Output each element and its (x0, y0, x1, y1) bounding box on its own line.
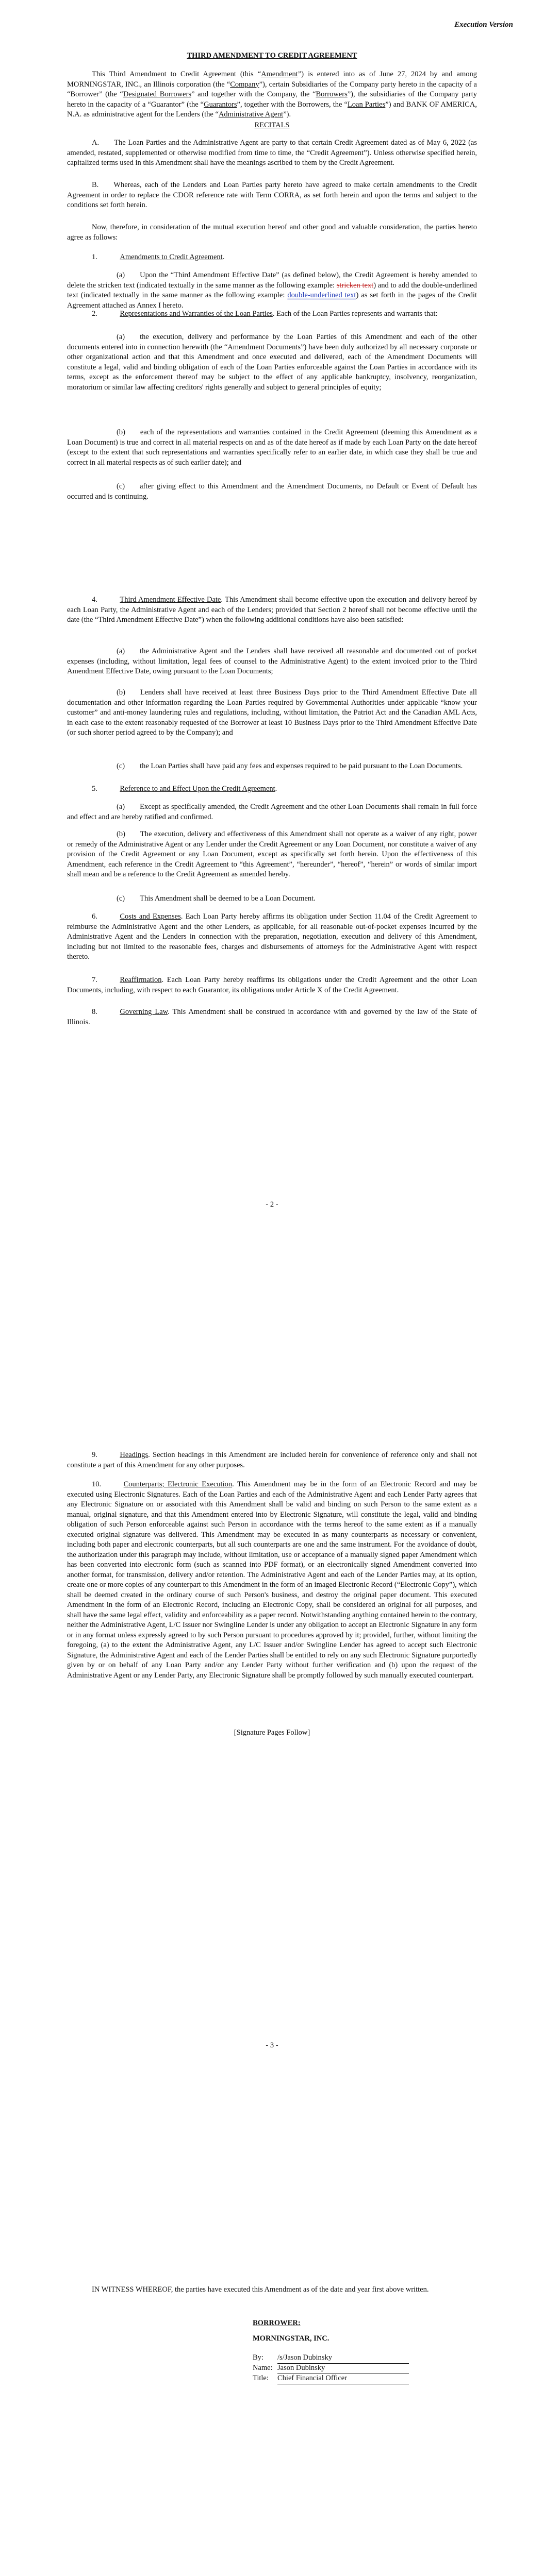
section-4-a: (a) the Administrative Agent and the Lenders shall have received all reasonable and documented out of pocket expenses (including, without limitation, legal fees of counsel to the Administrative Agent) to the extent invoiced prior to the Third Amendment Effective Date, owing pursuant to the Loan Documents; (67, 647, 477, 675)
section-5-a: (a) Except as specifically amended, the Credit Agreement and the other Loan Documents shall remain in full force and effect and are hereby ratified and confirmed. (67, 803, 477, 821)
recitals-heading: RECITALS (254, 121, 290, 129)
company-name: MORNINGSTAR, INC. (253, 2334, 329, 2343)
section-1-heading: 1. Amendments to Credit Agreement. (92, 253, 225, 261)
section-8: 8. Governing Law. This Amendment shall be construed in accordance with and governed by the law of the State of Illinois. (67, 1008, 477, 1026)
signature-title-value: Chief Financial Officer (277, 2374, 409, 2384)
section-4-c: (c) the Loan Parties shall have paid any fees and expenses required to be paid pursuant to the Loan Documents. (117, 762, 463, 770)
section-2-a: (a) the execution, delivery and performance by the Loan Parties of this Amendment and each of the other documents entered into in connection herewith (the “Amendment Documents”) have been duly authorized by all necessary corporate or other organizational action and that this Amendment and once executed and delivered, each of the Amendment Documents will constitute a legal, valid and binding obligation of each of the Loan Parties enforceable against the Loan Parties in accordance with its terms, except as the enforcement thereof may be subject to the effect of any applicable bankruptcy, insolvency, reorganization, moratorium or similar law affecting creditors' rights generally and subject to general principles of equity; (67, 333, 477, 392)
signature-by-value: /s/Jason Dubinsky (277, 2353, 409, 2364)
recital-b: B. Whereas, each of the Lenders and Loan Parties party hereto have agreed to make certain amendments to the Credit Agreement in order to replace the CDOR reference rate with Term CORRA, as set forth herein and upon the terms and subject to the conditions set forth herein. (67, 181, 477, 209)
section-4-b: (b) Lenders shall have received at least three Business Days prior to the Third Amendment Effective Date all documentation and other information regarding the Loan Parties required by Governmental Authorities under applicable “know your customer” and anti-money laundering rules and regulations, including, without limitation, the Patriot Act and the Canadian AML Acts, in each case to the extent reasonably requested of the Borrower at least 10 Business Days prior to the Third Amendment Effective Date (or such shorter period agreed to by the Company); and (67, 688, 477, 737)
section-10: 10. Counterparts; Electronic Execution. This Amendment may be in the form of an Electronic Record and may be executed using Electronic Signatures. Each of the Loan Parties and each of the Administrative Agent and each Lender Party agrees that any Electronic Signature on or associated with this Amendment shall be valid and binding on such Person to the same extent as a manual, original signature, and that this Amendment entered into by Electronic Signature, will constitute the legal, valid and binding obligation of such Person enforceable against such Person in accordance with the terms hereof to the same extent as if a manually executed original signature was delivered. This Amendment may be executed in as many counterparts as necessary or convenient, including both paper and electronic counterparts, but all such counterparts are one and the same instrument. For the avoidance of doubt, the authorization under this paragraph may include, without limitation, use or acceptance of a manually signed paper Amendment which has been converted into electronic form (such as scanned into PDF format), or an electronically signed Amendment converted into another format, for transmission, delivery and/or retention. The Administrative Agent and each of the Lender Parties may, at its option, create one or more copies of any counterpart to this Amendment in the form of an imaged Electronic Record (“Electronic Copy”), which shall be deemed created in the ordinary course of such Person's business, and destroy the original paper document. This executed Amendment in the form of an Electronic Record, including an Electronic Copy, shall be considered an original for all purposes, and shall have the same legal effect, validity and enforceability as a paper record. Notwithstanding anything contained herein to the contrary, neither the Administrative Agent, L/C Issuer nor Swingline Lender is under any obligation to accept an Electronic Signature in any form or in any format unless expressly agreed to by such Person pursuant to procedures approved by it; provided, further, without limiting the foregoing, (a) to the extent the Administrative Agent, any L/C Issuer and/or Swingline Lender has agreed to accept such Electronic Signature, the Administrative Agent and each of the Lender Parties shall be entitled to rely on any such Electronic Signature purportedly given by or on behalf of any Loan Party and/or any Lender Party without further verification and (b) upon the request of the Administrative Agent or any Lender Party, any Electronic Signature shall be promptly followed by such manually executed counterpart. (67, 1480, 477, 1680)
execution-version-label: Execution Version (454, 21, 513, 29)
double-underlined-example: double-underlined text (287, 291, 356, 299)
section-5-c: (c) This Amendment shall be deemed to be a Loan Document. (117, 894, 316, 903)
intro-paragraph: This Third Amendment to Credit Agreement (this “Amendment”) is entered into as of June 27, 2024 by and among MORNINGSTAR, INC., an Illinois corporation (the “Company”), certain Subsidiaries of the Company party hereto in the capacity of a “Borrower” (the “Designated Borrowers” and together with the Company, the “Borrowers”), the subsidiaries of the Company party hereto in the capacity of a “Guarantor” (the “Guarantors”, together with the Borrowers, the “Loan Parties”) and BANK OF AMERICA, N.A. as administrative agent for the Lenders (the “Administrative Agent”). (67, 70, 477, 118)
stricken-text-example: stricken text (336, 281, 374, 290)
section-6: 6. Costs and Expenses. Each Loan Party hereby affirms its obligation under Section 11.04 of the Credit Agreement to reimburse the Administrative Agent and the other Lenders, as applicable, for all reasonable out-of-pocket expenses incurred by the Administrative Agent and the Lenders in connection with the preparation, negotiation, execution and delivery of this Amendment, including but not limited to the reasonable fees, charges and disbursements of attorneys for the Administrative Agent with respect thereto. (67, 912, 477, 961)
signature-title-line: Title: Chief Financial Officer (253, 2374, 459, 2384)
signature-pages-follow: [Signature Pages Follow] (234, 1728, 310, 1737)
signature-name-value: Jason Dubinsky (277, 2363, 409, 2374)
borrower-label: BORROWER: (253, 2319, 301, 2327)
section-7: 7. Reaffirmation. Each Loan Party hereby reaffirms its obligations under the Credit Agreement and the other Loan Documents, including, with respect to each Guarantor, its obligations under Article X of the Credit Agreement. (67, 976, 477, 994)
section-1-a: (a) Upon the “Third Amendment Effective Date” (as defined below), the Credit Agreement is hereby amended to delete the stricken text (indicated textually in the same manner as the following example: stricken text) and to add the double-underlined text (indicated textually in the same manner as the following example: double-underlined text) as set forth in the pages of the Credit Agreement attached as Annex I hereto. (67, 271, 477, 310)
page-number-2: - 2 - (266, 1200, 278, 1209)
document-title: THIRD AMENDMENT TO CREDIT AGREEMENT (187, 52, 357, 60)
section-5-b: (b) The execution, delivery and effectiveness of this Amendment shall not operate as a waiver of any right, power or remedy of the Administrative Agent or any Lender under the Credit Agreement or any Loan Document, nor constitute a waiver of any provision of the Credit Agreement or any Loan Document, except as specifically set forth herein. Upon the effectiveness of this Amendment, each reference in the Credit Agreement to “this Agreement”, “hereunder”, “hereof”, “herein” or words of similar import shall mean and be a reference to the Credit Agreement as amended hereby. (67, 830, 477, 878)
now-therefore: Now, therefore, in consideration of the mutual execution hereof and other good and valuable consideration, the parties hereto agree as follows: (67, 223, 477, 242)
page-number-3: - 3 - (266, 2041, 278, 2049)
recital-a: A. The Loan Parties and the Administrative Agent are party to that certain Credit Agreement dated as of May 6, 2022 (as amended, restated, supplemented or otherwise modified from time to time, the “Credit Agreement”). Unless otherwise specified herein, capitalized terms used in this Amendment shall have the meanings ascribed to them by the Credit Agreement. (67, 139, 477, 167)
section-4: 4. Third Amendment Effective Date. This Amendment shall become effective upon the execution and delivery hereof by each Loan Party, the Administrative Agent and each of the Lenders; provided that Section 2 hereof shall not become effective until the date (the “Third Amendment Effective Date”) when the following additional conditions have also been satisfied: (67, 596, 477, 624)
section-5-heading: 5. Reference to and Effect Upon the Credit Agreement. (92, 785, 277, 793)
section-2-b: (b) each of the representations and warranties contained in the Credit Agreement (deeming this Amendment as a Loan Document) is true and correct in all material respects on and as of the date hereof as if made by each Loan Party on the date hereof (except to the extent that such representations and warranties specifically refer to an earlier date, in which case they shall be true and correct in all material respects as of such earlier date); and (67, 428, 477, 467)
section-2-c: (c) after giving effect to this Amendment and the Amendment Documents, no Default or Event of Default has occurred and is continuing. (67, 482, 477, 501)
section-2: 2. Representations and Warranties of the Loan Parties. Each of the Loan Parties represents and warrants that: (92, 310, 438, 318)
signature-by-line: By: /s/Jason Dubinsky (253, 2353, 459, 2364)
section-9: 9. Headings. Section headings in this Amendment are included herein for convenience of reference only and shall not constitute a part of this Amendment for any other purposes. (67, 1451, 477, 1469)
signature-name-line: Name: Jason Dubinsky (253, 2363, 459, 2374)
witness-paragraph: IN WITNESS WHEREOF, the parties have executed this Amendment as of the date and year first above written. (92, 2285, 429, 2294)
